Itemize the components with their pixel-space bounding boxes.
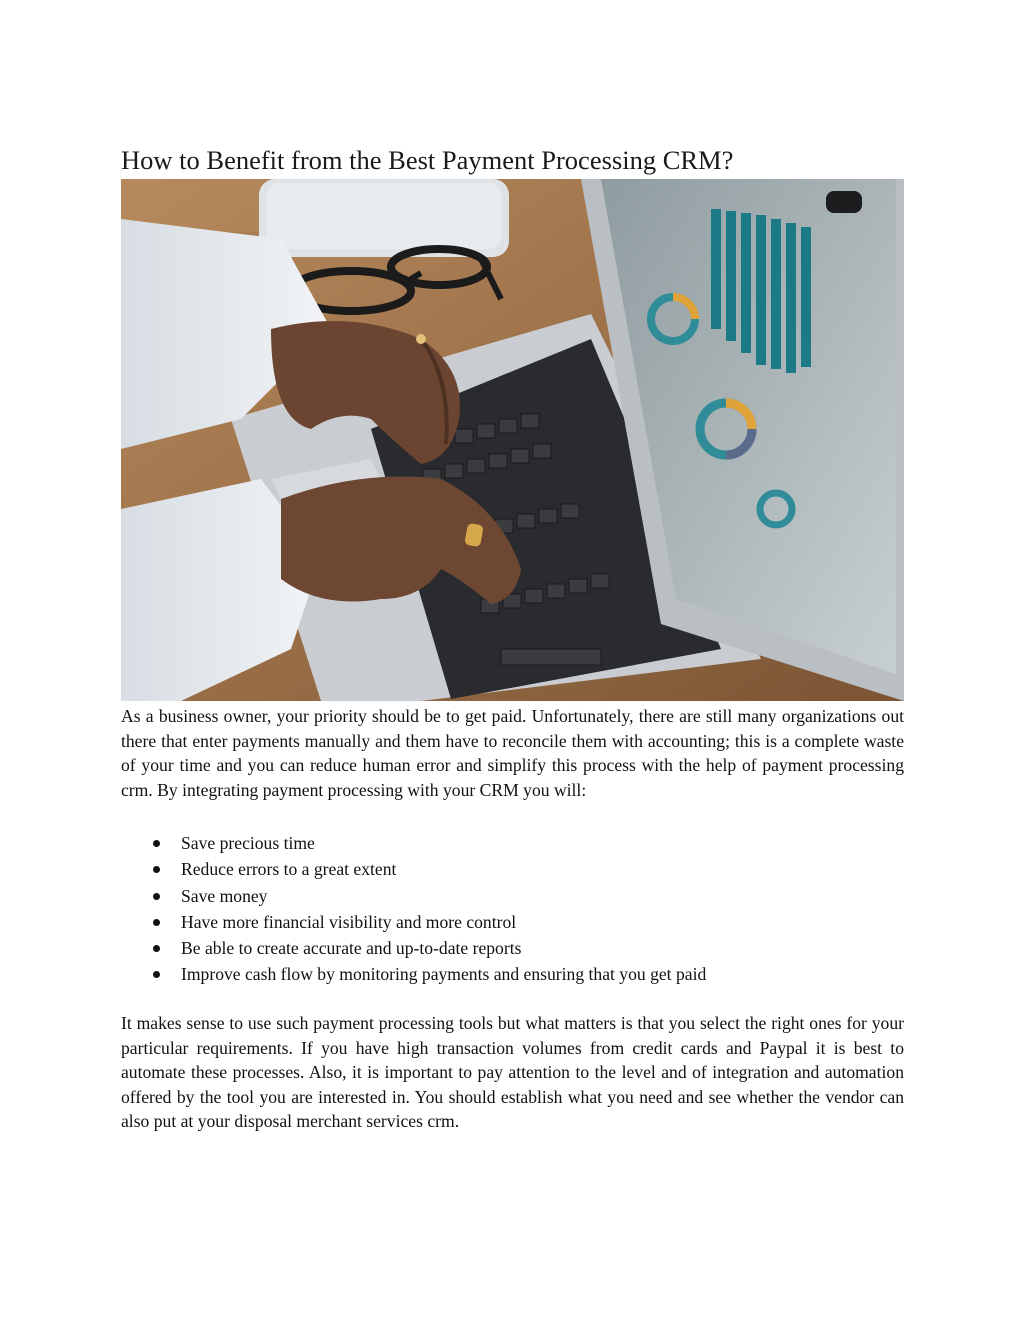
laptop-typing-photo [121, 179, 904, 701]
closing-paragraph: It makes sense to use such payment processing tools but what matters is that you select the right ones for your particular requirements. If you have high transaction volumes from credit cards and Paypal it is best to automate these processes. Also, it is important to pay attention to the level and of integration and automation offered by the tool you are interested in. You should establish what you need and see whether the vendor can also put at your disposal merchant services crm. [121, 1013, 904, 1132]
bullet-icon [153, 971, 160, 978]
list-item: Improve cash flow by monitoring payments and ensuring that you get paid [145, 961, 905, 987]
bullet-icon [153, 919, 160, 926]
list-item: Save precious time [145, 830, 905, 856]
list-item: Save money [145, 883, 905, 909]
bullet-icon [153, 840, 160, 847]
bullet-icon [153, 945, 160, 952]
bullet-icon [153, 866, 160, 873]
list-item: Have more financial visibility and more control [145, 909, 905, 935]
intro-paragraph: As a business owner, your priority should be to get paid. Unfortunately, there are still many organizations out there that enter payments manually and them have to reconcile them with accounting; this is a complete waste of your time and you can reduce human error and simplify this process with the help of payment processing crm. By integrating payment processing with your CRM you will: [121, 706, 904, 800]
list-item: Be able to create accurate and up-to-date reports [145, 935, 905, 961]
document-title: How to Benefit from the Best Payment Processing CRM? [121, 145, 734, 175]
list-item: Reduce errors to a great extent [145, 856, 905, 882]
bullet-icon [153, 893, 160, 900]
benefits-list [145, 830, 905, 988]
